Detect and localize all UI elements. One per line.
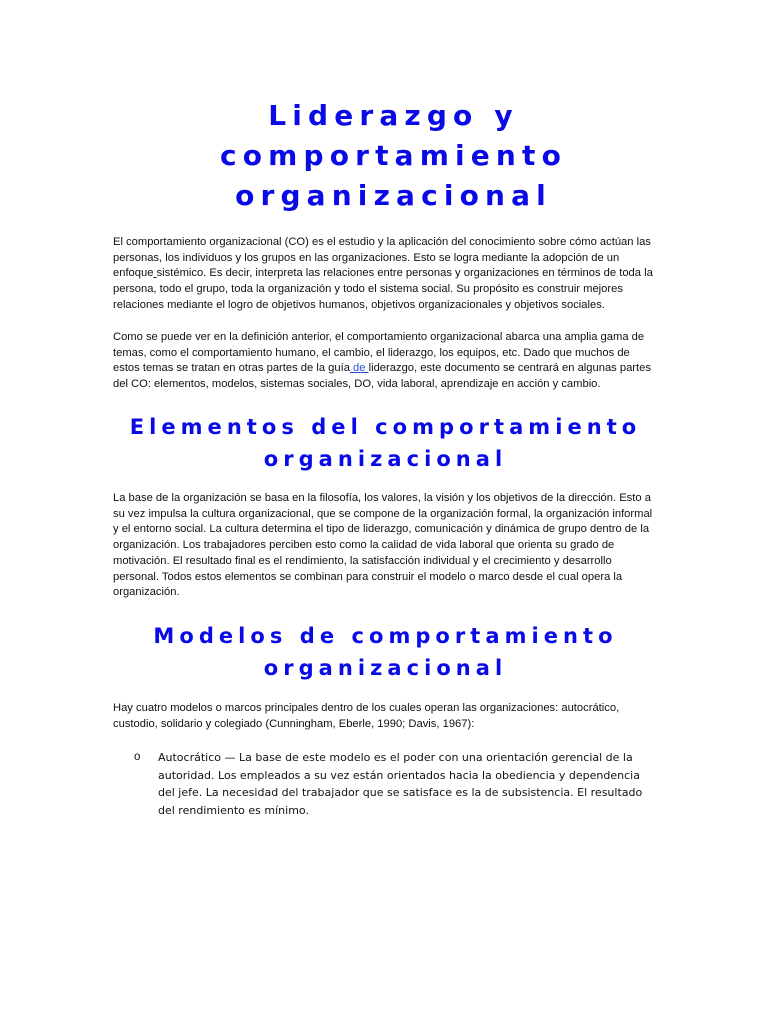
section-heading-modelos: Modelos de comportamiento organizacional — [153, 624, 618, 680]
intro-paragraph-2-text-a: Como se puede ver en la definición anterior, el comportamiento organizacional abarca una amplia gama de temas, como el comportamiento humano, el cambio, el liderazgo, los equipos, etc. Dado que muchos de estos temas se tratan en otras partes de la guía — [113, 331, 645, 375]
intro-paragraph-2-text-b: liderazgo, este documento se centrará en algunas partes del CO: elementos, modelos, sistemas sociales, DO, vida laboral, aprendizaje en acción y cambio. — [113, 362, 651, 391]
list-item-text: Autocrático — La base de este modelo es el poder con una orientación gerencial de la autoridad. Los empleados a su vez están orientados hacia la obediencia y dependencia del jefe. La necesidad del trabajador que se satisface es la de subsistencia. El resultado del rendimiento es mínimo. — [158, 751, 643, 817]
models-list — [134, 749, 654, 819]
section-modelos-body: Hay cuatro modelos o marcos principales dentro de los cuales operan las organizaciones: autocrático, custodio, solidario y colegiado (Cunningham, Eberle, 1990; Davis, 1967): — [113, 702, 620, 730]
intro-paragraph-1-text-b: sistémico. Es decir, interpreta las relaciones entre personas y organizaciones en términos de toda la persona, todo el grupo, toda la organización y todo el sistema social. Su propósito es construir mejores relaciones mediante el logro de objetivos humanos, objetivos organizacionales y objetivos sociales. — [113, 267, 653, 311]
document-title: Liderazgo y comportamiento organizacional — [220, 99, 567, 212]
intro-paragraph-1-text-a: El comportamiento organizacional (CO) es el estudio y la aplicación del conocimiento sobre cómo actúan las personas, los individuos y los grupos en las organizaciones. Esto se logra mediante la adopción de un enfoque — [113, 236, 651, 280]
intro-paragraph-1 — [113, 235, 653, 314]
section-elementos-body: La base de la organización se basa en la filosofía, los valores, la visión y los objetivos de la dirección. Esto a su vez impulsa la cultura organizacional, que se compone de la organización formal, la organización informal y el entorno social. La cultura determina el tipo de liderazgo, comunicación y dinámica de grupo dentro de la organización. Los trabajadores perciben esto como la calidad de vida laboral que orienta su grado de motivación. El resultado final es el rendimiento, la satisfacción individual y el crecimiento y desarrollo personal. Todos estos elementos se combinan para construir el modelo o marco desde el cual opera la organización. — [113, 492, 653, 599]
guide-link[interactable]: de — [349, 362, 369, 375]
circle-bullet-icon: o — [134, 751, 141, 763]
intro-paragraph-2 — [113, 330, 653, 393]
section-heading-elementos: Elementos del comportamiento organizacional — [129, 415, 642, 471]
list-item — [134, 749, 654, 819]
